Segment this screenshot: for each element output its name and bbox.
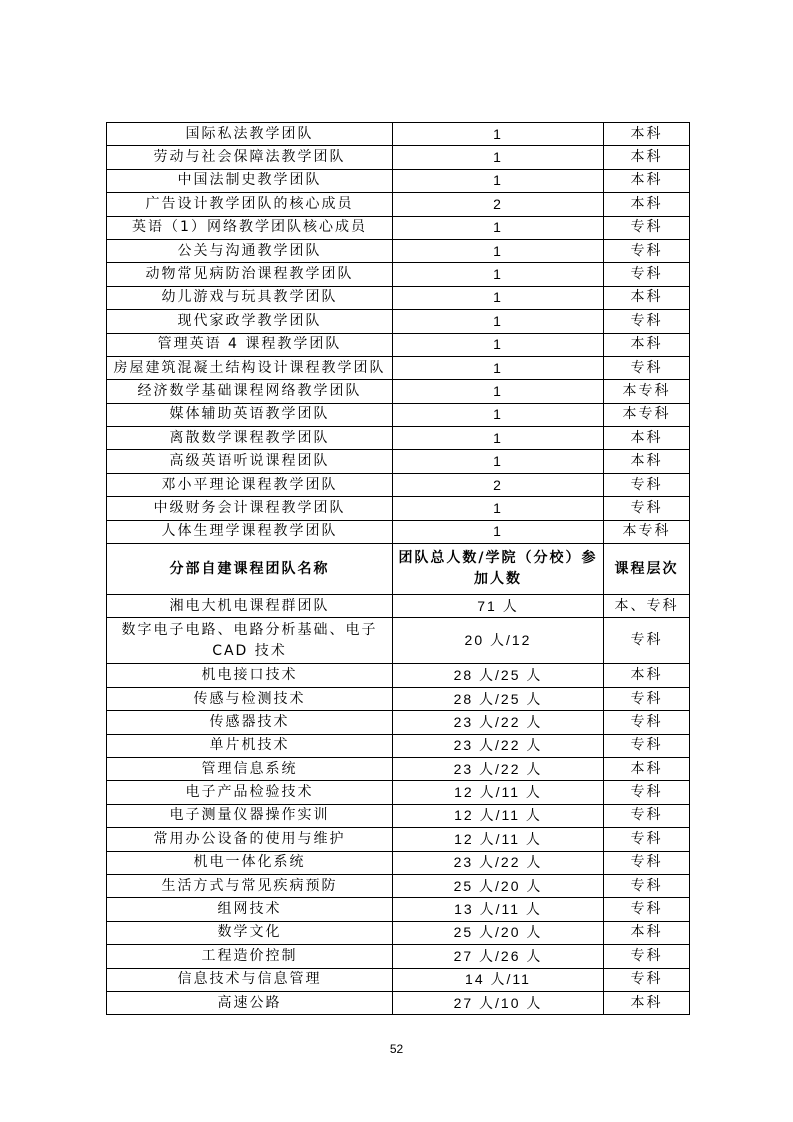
table-row [107, 968, 690, 991]
member-count-cell: 27 人/10 人 [393, 991, 604, 1014]
course-level-cell: 专科 [604, 828, 690, 851]
course-level-cell: 本科 [604, 664, 690, 687]
team-name-cell: 组网技术 [107, 898, 393, 921]
table-row [107, 874, 690, 897]
course-level-cell: 专科 [604, 851, 690, 874]
member-count-cell: 12 人/11 人 [393, 781, 604, 804]
team-name-cell: 常用办公设备的使用与维护 [107, 828, 393, 851]
course-level-cell: 专科 [604, 473, 690, 496]
member-count-cell: 13 人/11 人 [393, 898, 604, 921]
table-row [107, 427, 690, 450]
course-level-cell: 本专科 [604, 403, 690, 426]
team-name-cell: 电子测量仪器操作实训 [107, 804, 393, 827]
member-count-cell: 1 [393, 427, 604, 450]
table-row [107, 450, 690, 473]
team-name-cell: 人体生理学课程教学团队 [107, 520, 393, 543]
member-count-cell: 1 [393, 216, 604, 239]
member-count-cell: 2 [393, 473, 604, 496]
team-name-cell: 现代家政学教学团队 [107, 310, 393, 333]
table-row [107, 473, 690, 496]
course-level-cell: 专科 [604, 356, 690, 379]
team-name-cell: 湘电大机电课程群团队 [107, 595, 393, 618]
header-course-level: 课程层次 [604, 544, 690, 595]
table-row [107, 781, 690, 804]
course-level-cell: 本科 [604, 450, 690, 473]
team-name-cell: 动物常见病防治课程教学团队 [107, 263, 393, 286]
course-level-cell: 本科 [604, 333, 690, 356]
table-row [107, 193, 690, 216]
table-row [107, 310, 690, 333]
table-row [107, 734, 690, 757]
member-count-cell: 1 [393, 123, 604, 146]
member-count-cell: 23 人/22 人 [393, 734, 604, 757]
member-count-cell: 23 人/22 人 [393, 711, 604, 734]
team-name-cell: 生活方式与常见疾病预防 [107, 874, 393, 897]
team-name-cell: 高速公路 [107, 991, 393, 1014]
table-row [107, 595, 690, 618]
team-name-cell: 幼儿游戏与玩具教学团队 [107, 286, 393, 309]
member-count-cell: 1 [393, 380, 604, 403]
team-name-cell: 传感器技术 [107, 711, 393, 734]
course-level-cell: 专科 [604, 968, 690, 991]
team-name-cell: 劳动与社会保障法教学团队 [107, 146, 393, 169]
team-name-cell: 邓小平理论课程教学团队 [107, 473, 393, 496]
course-level-cell: 本科 [604, 427, 690, 450]
team-name-cell: 国际私法教学团队 [107, 123, 393, 146]
column-header-row [107, 544, 690, 595]
member-count-cell: 1 [393, 520, 604, 543]
team-name-cell: 离散数学课程教学团队 [107, 427, 393, 450]
member-count-cell: 1 [393, 333, 604, 356]
team-name-cell: 电子产品检验技术 [107, 781, 393, 804]
team-name-cell: 机电一体化系统 [107, 851, 393, 874]
team-table [106, 122, 690, 1015]
course-level-cell: 专科 [604, 781, 690, 804]
course-level-cell: 本科 [604, 991, 690, 1014]
table-row [107, 356, 690, 379]
course-level-cell: 专科 [604, 734, 690, 757]
course-level-cell: 专科 [604, 687, 690, 710]
table-row [107, 169, 690, 192]
team-name-cell: 单片机技术 [107, 734, 393, 757]
table-row [107, 146, 690, 169]
table-row [107, 945, 690, 968]
member-count-cell: 71 人 [393, 595, 604, 618]
team-name-cell: 管理英语 4 课程教学团队 [107, 333, 393, 356]
table-row [107, 757, 690, 780]
team-name-cell: 高级英语听说课程团队 [107, 450, 393, 473]
table-row [107, 687, 690, 710]
member-count-cell: 12 人/11 人 [393, 828, 604, 851]
table-row [107, 711, 690, 734]
team-name-cell: 信息技术与信息管理 [107, 968, 393, 991]
course-level-cell: 本科 [604, 286, 690, 309]
course-level-cell: 本科 [604, 193, 690, 216]
team-name-cell: 广告设计教学团队的核心成员 [107, 193, 393, 216]
course-level-cell: 专科 [604, 618, 690, 664]
page-number: 52 [389, 1042, 404, 1056]
member-count-cell: 27 人/26 人 [393, 945, 604, 968]
member-count-cell: 23 人/22 人 [393, 757, 604, 780]
table-row [107, 804, 690, 827]
table-row [107, 991, 690, 1014]
course-level-cell: 本专科 [604, 380, 690, 403]
table-row [107, 380, 690, 403]
member-count-cell: 1 [393, 310, 604, 333]
member-count-cell: 1 [393, 263, 604, 286]
course-level-cell: 专科 [604, 310, 690, 333]
table-row [107, 664, 690, 687]
team-name-cell: 房屋建筑混凝土结构设计课程教学团队 [107, 356, 393, 379]
member-count-cell: 28 人/25 人 [393, 664, 604, 687]
course-level-cell: 本科 [604, 169, 690, 192]
course-level-cell: 专科 [604, 898, 690, 921]
course-level-cell: 本专科 [604, 520, 690, 543]
team-name-cell: 管理信息系统 [107, 757, 393, 780]
member-count-cell: 12 人/11 人 [393, 804, 604, 827]
member-count-cell: 1 [393, 497, 604, 520]
team-name-cell: 英语（1）网络教学团队核心成员 [107, 216, 393, 239]
team-name-cell: 机电接口技术 [107, 664, 393, 687]
table-row [107, 921, 690, 944]
course-level-cell: 专科 [604, 216, 690, 239]
member-count-cell: 20 人/12 [393, 618, 604, 664]
member-count-cell: 1 [393, 239, 604, 262]
table-row [107, 216, 690, 239]
member-count-cell: 1 [393, 146, 604, 169]
team-name-cell: 经济数学基础课程网络教学团队 [107, 380, 393, 403]
team-name-cell: 中级财务会计课程教学团队 [107, 497, 393, 520]
member-count-cell: 1 [393, 403, 604, 426]
course-level-cell: 专科 [604, 239, 690, 262]
header-team-name: 分部自建课程团队名称 [107, 544, 393, 595]
table-row [107, 497, 690, 520]
team-name-cell: 数字电子电路、电路分析基础、电子 CAD 技术 [107, 618, 393, 664]
team-name-cell: 中国法制史教学团队 [107, 169, 393, 192]
table-row [107, 828, 690, 851]
member-count-cell: 14 人/11 [393, 968, 604, 991]
member-count-cell: 23 人/22 人 [393, 851, 604, 874]
table-row [107, 286, 690, 309]
team-name-cell: 数学文化 [107, 921, 393, 944]
member-count-cell: 1 [393, 450, 604, 473]
member-count-cell: 1 [393, 169, 604, 192]
table-row [107, 520, 690, 543]
course-level-cell: 专科 [604, 711, 690, 734]
table-row [107, 851, 690, 874]
table-row [107, 898, 690, 921]
header-member-count: 团队总人数/学院（分校）参加人数 [393, 544, 604, 595]
table-row [107, 618, 690, 664]
team-name-cell: 工程造价控制 [107, 945, 393, 968]
course-level-cell: 专科 [604, 945, 690, 968]
member-count-cell: 2 [393, 193, 604, 216]
table-row [107, 123, 690, 146]
table-row [107, 333, 690, 356]
table-row [107, 263, 690, 286]
course-level-cell: 专科 [604, 804, 690, 827]
course-level-cell: 本科 [604, 757, 690, 780]
member-count-cell: 25 人/20 人 [393, 921, 604, 944]
team-name-cell: 公关与沟通教学团队 [107, 239, 393, 262]
course-level-cell: 本科 [604, 921, 690, 944]
member-count-cell: 1 [393, 356, 604, 379]
course-level-cell: 本、专科 [604, 595, 690, 618]
course-level-cell: 专科 [604, 874, 690, 897]
member-count-cell: 25 人/20 人 [393, 874, 604, 897]
table-row [107, 239, 690, 262]
table-row [107, 403, 690, 426]
member-count-cell: 28 人/25 人 [393, 687, 604, 710]
course-level-cell: 本科 [604, 146, 690, 169]
member-count-cell: 1 [393, 286, 604, 309]
course-level-cell: 专科 [604, 263, 690, 286]
team-name-cell: 媒体辅助英语教学团队 [107, 403, 393, 426]
team-name-cell: 传感与检测技术 [107, 687, 393, 710]
course-level-cell: 专科 [604, 497, 690, 520]
course-level-cell: 本科 [604, 123, 690, 146]
